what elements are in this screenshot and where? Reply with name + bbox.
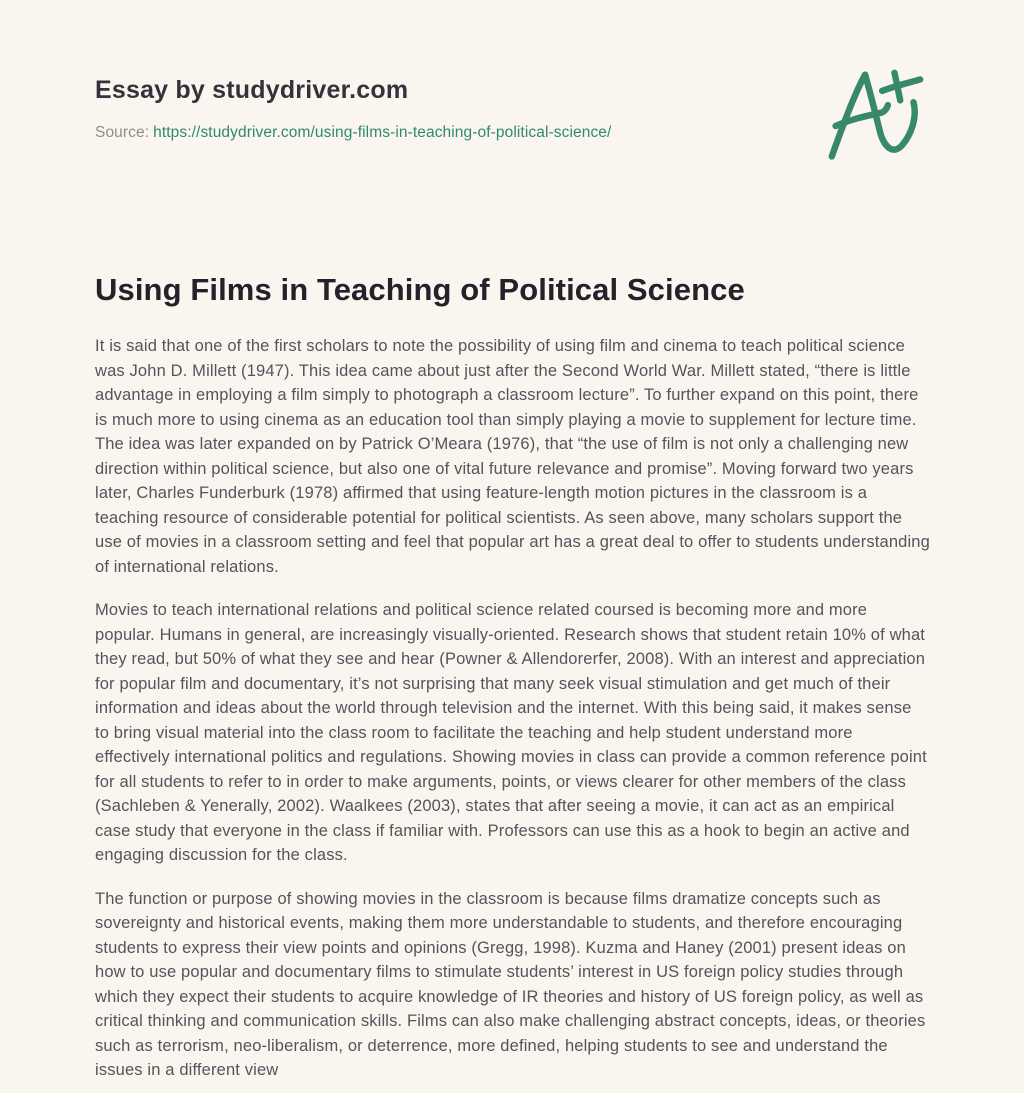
essay-title: Using Films in Teaching of Political Science (95, 272, 745, 307)
a-plus-logo-icon (825, 69, 926, 164)
page-header (95, 62, 930, 164)
site-title: Essay by studydriver.com (95, 76, 409, 104)
header-text-block (95, 62, 611, 142)
essay-content (95, 272, 930, 1083)
source-line (95, 124, 611, 142)
essay-paragraph-2: Movies to teach international relations and political science related coursed is becoming more and more popular. Humans in general, are increasingly visually-oriented. Research shows that student retain 10% of what they read, but 50% of what they see and hear (Powner & Allendorerfer, 2008). With an interest and appreciation for popular film and documentary, it’s not surprising that many seek visual stimulation and get much of their information and ideas about the world through television and the internet. With this being said, it makes sense to bring visual material into the class room to facilitate the teaching and help student understand more effectively international politics and regulations. Showing movies in class can provide a common reference point for all students to refer to in order to make arguments, points, or views clearer for other members of the class (Sachleben & Yenerally, 2002). Waalkees (2003), states that after seeing a movie, it can act as an empirical case study that everyone in the class if familiar with. Professors can use this as a hook to begin an active and engaging discussion for the class. (95, 601, 927, 864)
source-link[interactable]: https://studydriver.com/using-films-in-teaching-of-political-science/ (153, 124, 612, 141)
source-label: Source: (95, 124, 150, 141)
essay-paragraph-1: It is said that one of the first scholars to note the possibility of using film and cinema to teach political science was John D. Millett (1947). This idea came about just after the Second World War. Millett stated, “there is little advantage in employing a film simply to photograph a classroom lecture”. To further expand on this point, there is much more to using cinema as an education tool than simply playing a movie to supplement for lecture time. The idea was later expanded on by Patrick O’Meara (1976), that “the use of film is not only a challenging new direction within political science, but also one of vital future relevance and promise”. Moving forward two years later, Charles Funderburk (1978) affirmed that using feature-length motion pictures in the classroom is a teaching resource of considerable potential for political scientists. As seen above, many scholars support the use of movies in a classroom setting and feel that popular art has a great deal to offer to students understanding of international relations. (95, 337, 930, 576)
essay-paragraph-3: The function or purpose of showing movies in the classroom is because films dramatize concepts such as sovereignty and historical events, making them more understandable to students, and therefore encouraging students to express their view points and opinions (Gregg, 1998). Kuzma and Haney (2001) present ideas on how to use popular and documentary films to stimulate students’ interest in US foreign policy studies through which they expect their students to acquire knowledge of IR theories and history of US foreign policy, as well as critical thinking and communication skills. Films can also make challenging abstract concepts, ideas, or theories such as terrorism, neo-liberalism, or deterrence, more defined, helping students to see and understand the issues in a different view (95, 889, 926, 1079)
